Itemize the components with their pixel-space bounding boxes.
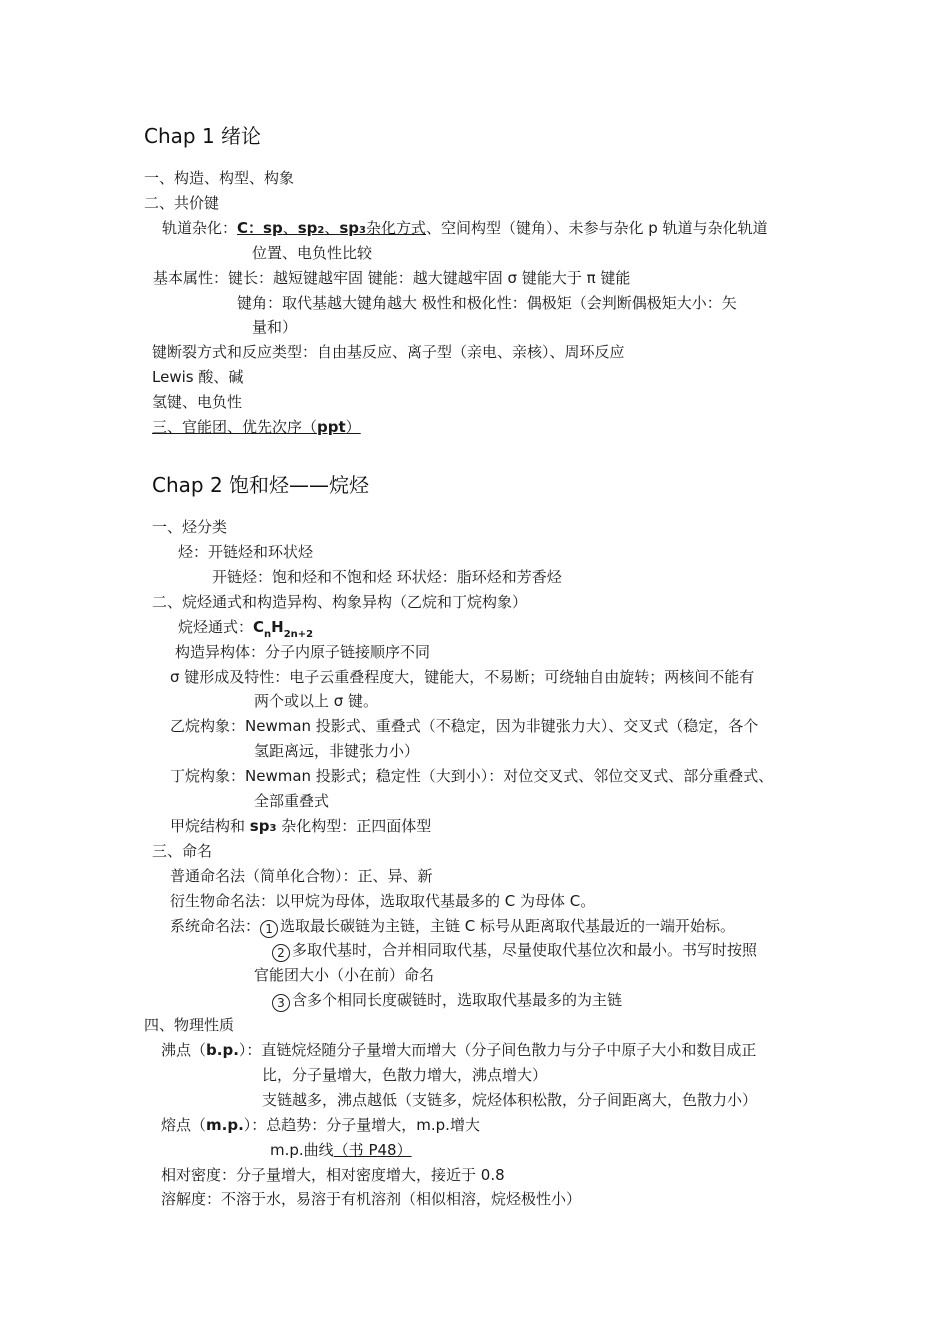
chapter-2-title: Chap 2 饱和烃——烷烃	[152, 473, 370, 497]
formula-c: C	[253, 618, 265, 636]
bp-c: ）：直链烷烃随分子量增大而增大（分子间色散力与分子中原子大小和数目成正	[238, 1041, 757, 1059]
hydrocarbon-line: 烃：开链烃和环状烃	[178, 543, 314, 561]
chap2-section-4: 四、物理性质	[144, 1016, 235, 1034]
mp-c: ）：总趋势：分子量增大，m.p.增大	[243, 1116, 480, 1134]
orbital-sp2: sp	[297, 219, 318, 237]
butane-line-1: 丁烷构象：Newman 投影式；稳定性（大到小）：对位交叉式、邻位交叉式、部分重叠式、	[170, 767, 774, 785]
systematic-naming-line-2	[272, 940, 757, 962]
methane-sp-num: 3	[269, 823, 277, 834]
basic-properties-cont: 量和）	[252, 318, 298, 336]
orbital-c: C：	[237, 219, 264, 237]
density-line: 相对密度：分子量增大，相对密度增大，接近于 0.8	[161, 1166, 505, 1184]
sigma-line-1: σ 键形成及特性：电子云重叠程度大，键能大，不易断；可绕轴自由旋转；两核间不能有	[170, 668, 755, 686]
melting-point-line-2	[270, 1140, 412, 1160]
butane-line-2: 全部重叠式	[254, 792, 330, 810]
circled-number-1: 1	[260, 920, 278, 938]
orbital-sp3-num: 3	[359, 225, 367, 236]
systematic-rule-3: 含多个相同长度碳链时，选取取代基最多的为主链	[292, 991, 623, 1009]
systematic-rule-2: 多取代基时，合并相同取代基，尽量使取代基位次和最小。书写时按照	[292, 941, 758, 959]
orbital-rest: 、空间构型（键角）、未参与杂化 p 轨道与杂化轨道	[426, 219, 768, 237]
formula-2n2: 2n+2	[283, 629, 314, 640]
boiling-point-line-1	[161, 1040, 756, 1060]
common-naming-line: 普通命名法（简单化合物）：正、异、新	[170, 867, 433, 885]
chap1-section-3	[152, 417, 361, 437]
chap1-section-1: 一、构造、构型、构象	[144, 169, 295, 187]
methane-line	[170, 816, 431, 839]
orbital-mode: 杂化方式	[366, 219, 427, 237]
section-3-ppt: ppt	[317, 418, 346, 436]
systematic-naming-line-2-cont: 官能团大小（小在前）命名	[254, 966, 435, 984]
systematic-naming-line-1	[170, 916, 735, 938]
bp-b: b.p.	[206, 1041, 239, 1059]
formula-h: H	[271, 618, 284, 636]
orbital-sep-1: 、	[282, 219, 298, 237]
lewis-line: Lewis 酸、碱	[152, 368, 244, 386]
mp-book-ref: （书 P48）	[333, 1141, 412, 1159]
ethane-line-1: 乙烷构象：Newman 投影式、重叠式（不稳定，因为非键张力大）、交叉式（稳定，各个	[170, 717, 759, 735]
systematic-label: 系统命名法：	[170, 917, 261, 935]
boiling-point-line-3: 支链越多，沸点越低（支链多，烷烃体积松散，分子间距离大，色散力小）	[262, 1091, 758, 1109]
mp-b: m.p.	[206, 1116, 244, 1134]
boiling-point-line-2: 比，分子量增大，色散力增大，沸点增大）	[262, 1066, 548, 1084]
orbital-label: 轨道杂化：	[162, 219, 238, 237]
systematic-rule-1: 选取最长碳链为主链，主链 C 标号从距离取代基最近的一端开始标。	[280, 917, 736, 935]
bp-a: 沸点（	[161, 1041, 207, 1059]
solubility-line: 溶解度：不溶于水，易溶于有机溶剂（相似相溶，烷烃极性小）	[161, 1190, 582, 1208]
chap2-section-2: 二、烷烃通式和构造异构、构象异构（乙烷和丁烷构象）	[152, 593, 528, 611]
chap2-section-1: 一、烃分类	[152, 518, 228, 536]
chain-line: 开链烃：饱和烃和不饱和烃 环状烃：脂环烃和芳香烃	[212, 568, 562, 586]
formula-n: n	[264, 629, 272, 640]
systematic-naming-line-3	[272, 990, 622, 1012]
methane-a: 甲烷结构和	[170, 817, 250, 835]
alkane-formula-line	[178, 617, 313, 645]
basic-properties-line-2: 键角：取代基越大键角越大 极性和极化性：偶极矩（会判断偶极矩大小：矢	[237, 294, 737, 312]
orbital-hybrid-line	[162, 218, 768, 241]
methane-b: 杂化构型：正四面体型	[276, 817, 432, 835]
isomer-line: 构造异构体：分子内原子链接顺序不同	[175, 643, 431, 661]
circled-number-2: 2	[272, 944, 290, 962]
chap2-section-3: 三、命名	[152, 842, 213, 860]
ethane-line-2: 氢距离远，非键张力小）	[254, 742, 420, 760]
orbital-sep-2: 、	[324, 219, 340, 237]
circled-number-3: 3	[272, 994, 290, 1012]
bond-break-line: 键断裂方式和反应类型：自由基反应、离子型（亲电、亲核）、周环反应	[152, 343, 625, 361]
chap1-section-2: 二、共价键	[144, 194, 220, 212]
orbital-sp3: sp	[339, 219, 360, 237]
mp-a: 熔点（	[161, 1116, 207, 1134]
orbital-sp2-num: 2	[317, 225, 325, 236]
section-3-end: ）	[345, 418, 361, 436]
derivative-naming-line: 衍生物命名法：以甲烷为母体，选取取代基最多的 C 为母体 C。	[170, 892, 596, 910]
chapter-1-title: Chap 1 绪论	[144, 124, 262, 148]
formula-label: 烷烃通式：	[178, 618, 254, 636]
orbital-sp: sp	[263, 219, 283, 237]
melting-point-line-1	[161, 1115, 480, 1135]
sigma-line-2: 两个或以上 σ 键。	[254, 692, 379, 710]
mp-curve: m.p.曲线	[270, 1141, 334, 1159]
orbital-hybrid-cont: 位置、电负性比较	[252, 244, 373, 262]
methane-sp: sp	[249, 817, 270, 835]
basic-properties-line-1: 基本属性：键长：越短键越牢固 键能：越大键越牢固 σ 键能大于 π 键能	[153, 269, 631, 287]
section-3-text: 三、官能团、优先次序（	[152, 418, 318, 436]
hbond-line: 氢键、电负性	[152, 393, 243, 411]
orbital-hybrid-underlined	[237, 219, 426, 237]
